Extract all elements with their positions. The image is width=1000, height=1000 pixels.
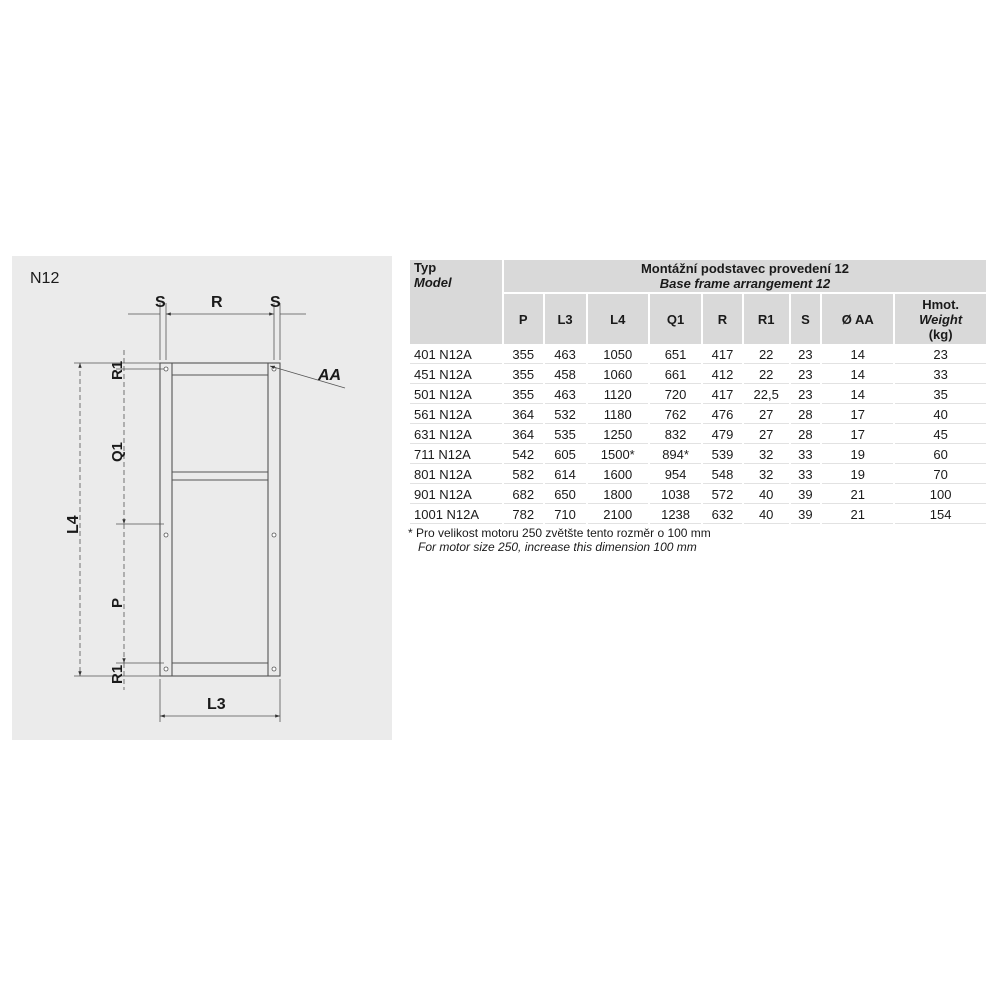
cell-value: 60	[895, 446, 986, 464]
cell-value: 710	[545, 506, 586, 524]
cell-value: 954	[650, 466, 701, 484]
cell-value: 535	[545, 426, 586, 444]
table-row	[410, 366, 986, 384]
cell-value: 17	[822, 426, 893, 444]
cell-value: 23	[791, 386, 821, 404]
cell-value: 651	[650, 346, 701, 364]
cell-value: 614	[545, 466, 586, 484]
cell-model: 1001 N12A	[410, 506, 502, 524]
cell-value: 28	[791, 426, 821, 444]
frame-outline	[160, 363, 280, 676]
col-header-s: S	[791, 294, 821, 344]
cell-value: 1120	[588, 386, 648, 404]
cell-value: 23	[895, 346, 986, 364]
col-header-p: P	[504, 294, 543, 344]
col-header-r: R	[703, 294, 742, 344]
table-row	[410, 386, 986, 404]
cell-value: 894*	[650, 446, 701, 464]
cell-value: 832	[650, 426, 701, 444]
cell-value: 39	[791, 486, 821, 504]
col-header-q1: Q1	[650, 294, 701, 344]
cell-value: 33	[895, 366, 986, 384]
cell-value: 539	[703, 446, 742, 464]
cell-value: 355	[504, 366, 543, 384]
cell-value: 14	[822, 386, 893, 404]
cell-value: 463	[545, 346, 586, 364]
cell-value: 40	[895, 406, 986, 424]
cell-value: 532	[545, 406, 586, 424]
dim-l3: L3	[207, 696, 226, 713]
cell-value: 548	[703, 466, 742, 484]
footnote-en: For motor size 250, increase this dimension 100 mm	[418, 540, 697, 554]
cell-value: 355	[504, 346, 543, 364]
type-label-en: Model	[414, 275, 452, 290]
cell-value: 1600	[588, 466, 648, 484]
table-row	[410, 406, 986, 424]
table-row	[410, 486, 986, 504]
dim-r: R	[211, 294, 223, 311]
cell-value: 21	[822, 506, 893, 524]
cell-value: 32	[744, 446, 789, 464]
cell-value: 39	[791, 506, 821, 524]
cell-value: 458	[545, 366, 586, 384]
cell-value: 21	[822, 486, 893, 504]
col-header-weight	[895, 294, 986, 344]
dim-q1: Q1	[109, 441, 126, 462]
cell-value: 40	[744, 486, 789, 504]
col-header-l3: L3	[545, 294, 586, 344]
group-title: Montážní podstavec provedení 12	[640, 261, 850, 276]
type-header	[410, 260, 502, 344]
cell-value: 479	[703, 426, 742, 444]
cell-value: 605	[545, 446, 586, 464]
cell-value: 27	[744, 406, 789, 424]
drawing-label: N12	[30, 270, 60, 287]
cell-value: 28	[791, 406, 821, 424]
dimension-table	[408, 258, 988, 526]
cell-value: 40	[744, 506, 789, 524]
cell-value: 1250	[588, 426, 648, 444]
cell-value: 661	[650, 366, 701, 384]
cell-value: 417	[703, 346, 742, 364]
dim-s-right: S	[270, 294, 281, 311]
cell-value: 2100	[588, 506, 648, 524]
cell-value: 100	[895, 486, 986, 504]
table-row	[410, 466, 986, 484]
weight-unit: (kg)	[928, 326, 953, 342]
dim-r1-bottom: R1	[109, 664, 126, 684]
cell-value: 22	[744, 366, 789, 384]
cell-value: 355	[504, 386, 543, 404]
cell-model: 561 N12A	[410, 406, 502, 424]
cell-model: 801 N12A	[410, 466, 502, 484]
cell-value: 1180	[588, 406, 648, 424]
cell-value: 27	[744, 426, 789, 444]
cell-value: 572	[703, 486, 742, 504]
cell-value: 23	[791, 366, 821, 384]
col-header-aa: Ø AA	[822, 294, 893, 344]
dim-r1-top: R1	[109, 360, 126, 380]
mounting-holes	[164, 367, 276, 671]
cell-value: 14	[822, 346, 893, 364]
cell-value: 154	[895, 506, 986, 524]
cell-value: 1500*	[588, 446, 648, 464]
cell-value: 45	[895, 426, 986, 444]
dim-p: P	[109, 597, 126, 608]
cell-model: 901 N12A	[410, 486, 502, 504]
cell-value: 463	[545, 386, 586, 404]
cell-value: 650	[545, 486, 586, 504]
cell-value: 364	[504, 406, 543, 424]
table-row	[410, 446, 986, 464]
cell-value: 720	[650, 386, 701, 404]
table-row	[410, 506, 986, 524]
cell-value: 476	[703, 406, 742, 424]
cell-model: 711 N12A	[410, 446, 502, 464]
top-dimension-lines	[128, 303, 306, 360]
cell-value: 364	[504, 426, 543, 444]
cell-model: 501 N12A	[410, 386, 502, 404]
cell-value: 1060	[588, 366, 648, 384]
cell-value: 1050	[588, 346, 648, 364]
cell-value: 17	[822, 406, 893, 424]
cell-value: 1238	[650, 506, 701, 524]
col-header-r1: R1	[744, 294, 789, 344]
cell-value: 23	[791, 346, 821, 364]
cell-value: 22	[744, 346, 789, 364]
cell-value: 762	[650, 406, 701, 424]
group-title-en: Base frame arrangement 12	[659, 276, 831, 291]
cell-value: 33	[791, 446, 821, 464]
dim-aa: AA	[318, 367, 342, 384]
cell-value: 22,5	[744, 386, 789, 404]
cell-value: 19	[822, 446, 893, 464]
cell-model: 451 N12A	[410, 366, 502, 384]
cell-value: 1800	[588, 486, 648, 504]
cell-value: 32	[744, 466, 789, 484]
cell-value: 682	[504, 486, 543, 504]
cell-value: 782	[504, 506, 543, 524]
col-header-l4: L4	[588, 294, 648, 344]
cell-value: 417	[703, 386, 742, 404]
cell-value: 14	[822, 366, 893, 384]
dim-s-left: S	[155, 294, 166, 311]
cell-value: 632	[703, 506, 742, 524]
table-row	[410, 426, 986, 444]
footnote	[408, 526, 711, 554]
left-dimension-lines	[74, 350, 164, 690]
cell-value: 19	[822, 466, 893, 484]
dim-l4: L4	[65, 515, 82, 534]
cell-model: 401 N12A	[410, 346, 502, 364]
footnote-cz: * Pro velikost motoru 250 zvětšte tento rozměr o 100 mm	[408, 526, 711, 540]
cell-value: 1038	[650, 486, 701, 504]
table-row	[410, 346, 986, 364]
cell-value: 542	[504, 446, 543, 464]
cell-model: 631 N12A	[410, 426, 502, 444]
cell-value: 33	[791, 466, 821, 484]
cell-value: 582	[504, 466, 543, 484]
group-header	[504, 260, 986, 292]
weight-label-en: Weight	[919, 311, 963, 327]
cell-value: 412	[703, 366, 742, 384]
weight-label: Hmot.	[922, 296, 960, 312]
cell-value: 70	[895, 466, 986, 484]
type-label: Typ	[414, 260, 437, 275]
cell-value: 35	[895, 386, 986, 404]
